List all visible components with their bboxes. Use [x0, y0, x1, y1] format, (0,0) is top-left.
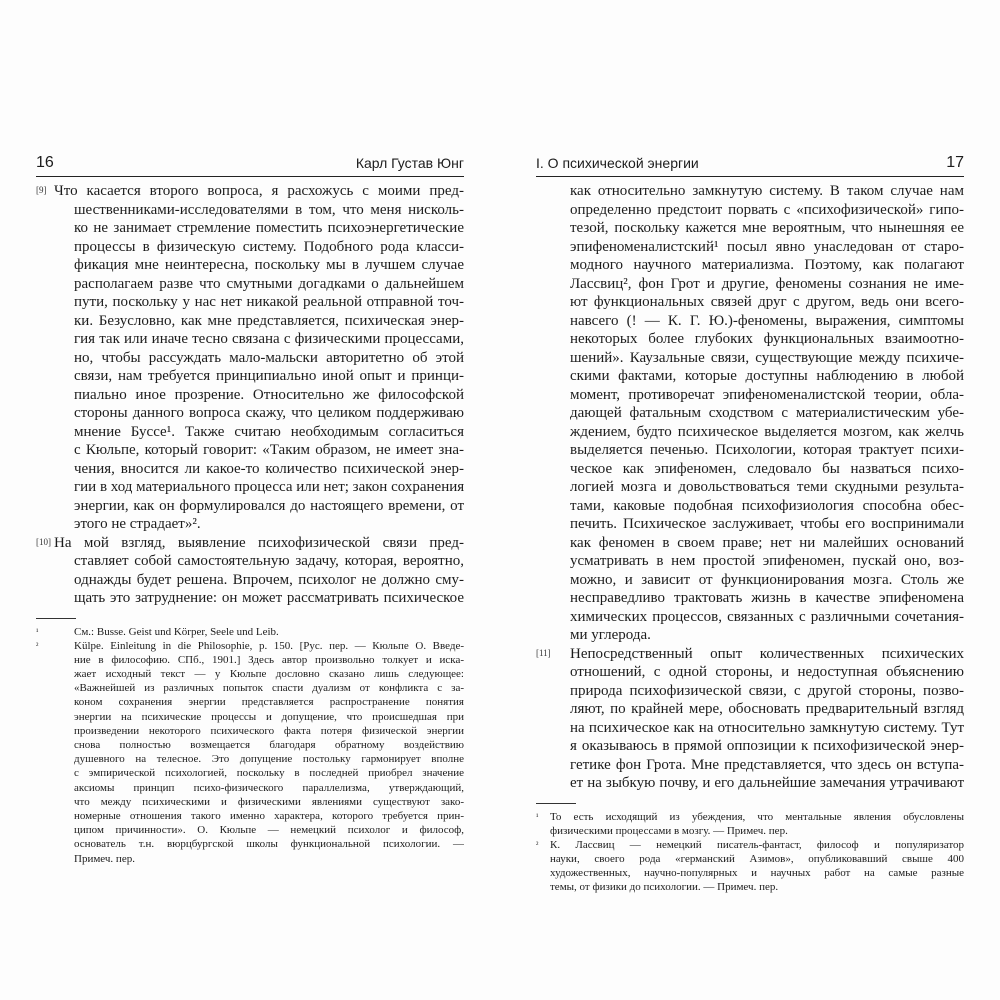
- footnote: [36, 625, 464, 639]
- text-line: шений». Каузальные связи, существующие между психиче-: [570, 349, 964, 366]
- text-line: располагаем разве что смутными догадками о дальнейшем: [74, 275, 464, 292]
- text-line: этого не страдает»².: [74, 516, 201, 532]
- page-number-right: 17: [946, 154, 964, 171]
- text-line: пиально иное прозрение. Относительно же философской: [74, 386, 464, 403]
- text-line: ставляет собой самостоятельную задачу, которая, вероятно,: [74, 553, 464, 569]
- text-line: некоторых более глубоких функциональных взаимоотно-: [570, 331, 964, 347]
- footnote-line: Külpe. Einleitung in die Philosophie, p. 150. [Рус. пер. — Кюльпе О. Введе-: [74, 639, 464, 652]
- footnote-line: основатель т.н. вюрцбургской школы функциональной психологии. —: [74, 838, 464, 851]
- footnote-line: коном сохранения энергии представляется распространение понятия: [74, 696, 464, 709]
- footnote-line: См.: Busse. Geist und Körper, Seele und Leib.: [74, 625, 279, 638]
- footnote-line: номерные отношения такого именно характера, которого требуется прин-: [74, 809, 464, 822]
- page-number-left: 16: [36, 154, 54, 171]
- right-page: [536, 154, 964, 895]
- footnote-line: энергии на психические процессы и допущение, что происшедшая при: [74, 710, 464, 723]
- footnote-line: «Важнейшей из различных попыток спасти дуализм от конфликта с за-: [74, 682, 464, 695]
- footnote-separator: [36, 618, 76, 619]
- footnote-marker: ¹: [36, 626, 39, 636]
- text-line: ки. Безусловно, как мне представляется, психическая энер-: [74, 312, 464, 329]
- text-line: однажды будет решена. Впрочем, психолог не должно сму-: [74, 571, 464, 588]
- text-line: ческое как эпифеномен, следовало бы назваться психо-: [570, 460, 964, 477]
- text-line: печить. Психическое заслуживает, чтобы его воспринимали: [570, 516, 964, 532]
- footnote-line: что между психическими и физическими явлениями существуют зако-: [74, 795, 464, 808]
- running-title-left: Карл Густав Юнг: [355, 155, 464, 171]
- text-line: я оказываюсь в прямой оппозиции к психофизической энер-: [570, 738, 964, 754]
- footnote-marker: ²: [36, 640, 39, 650]
- footnote-line: науки, своего рода «германский Азимов», опубликовавший свыше 400: [550, 853, 964, 866]
- text-line: навсего (! — К. Г. Ю.)-феномены, выражения, симптомы: [570, 312, 964, 329]
- text-line: стороны данного вопроса скажу, что целиком поддерживаю: [74, 405, 464, 421]
- text-line: можно, и зависит от функционирования мозга. Столь же: [570, 571, 964, 588]
- left-page: [36, 154, 464, 866]
- paragraph-number: [11]: [536, 647, 551, 658]
- text-line: отношений, с одной стороны, и недоступная объяснению: [570, 664, 964, 680]
- footnote-line: произведении некоторого психического факта потеря физической энергии: [74, 724, 464, 737]
- text-line: ет на зыбкую почву, и его дальнейшие замечания утрачивают: [570, 775, 964, 791]
- text-line: связи, нам требуется принципиально иной опыт и принци-: [74, 368, 464, 384]
- text-line: модного научного материализма. Поэтому, как полагают: [570, 257, 964, 273]
- text-line: гии в ход материального процесса или нет; закон сохранения: [74, 479, 464, 495]
- right-page-header: [536, 154, 964, 177]
- footnote-line: физическими процессами в мозгу. — Примеч. пер.: [550, 824, 788, 837]
- footnote-line: К. Лассвиц — немецкий писатель-фантаст, философ и популяризатор: [550, 838, 964, 851]
- text-line: как феномен в своем праве; нет ни малейших оснований: [570, 534, 964, 551]
- footnote-line: темы, от физики до психологии. — Примеч. пер.: [550, 881, 779, 894]
- text-line: пути, поскольку у нас нет никакой реальной отправной точ-: [74, 294, 464, 310]
- text-line: чения, вносится ли какое-то количество психической энер-: [74, 460, 464, 477]
- text-line: но, чтобы рассуждать мало-мальски авторитетно об этой: [74, 349, 464, 366]
- text-line: Что касается второго вопроса, я расхожусь с моими пред-: [54, 183, 464, 199]
- footnote: [536, 838, 964, 895]
- footnote-line: ние в философию. СПб., 1901.] Здесь автор произвольно толкует и иска-: [74, 653, 464, 666]
- footnote-line: художественных, научно-популярных и научных работ на самые разные: [550, 867, 964, 880]
- footnote: [36, 639, 464, 866]
- text-line: шественниками-исследователями в том, что меня нисколь-: [74, 201, 464, 218]
- text-line: фикация мне неинтересна, поскольку мы в лучшем случае: [74, 257, 464, 273]
- footnote: [536, 810, 964, 838]
- text-line: Непосредственный опыт количественных психических: [570, 645, 964, 662]
- text-line: как относительно замкнутую систему. В таком случае нам: [570, 183, 964, 199]
- running-title-right: I. О психической энергии: [536, 155, 699, 171]
- text-line: химических процессов, связанных с различными сочетания-: [570, 608, 964, 625]
- text-line: эпифеноменалистский¹ посыл явно унаследован от старо-: [570, 238, 964, 255]
- footnote-marker: ²: [536, 839, 539, 849]
- text-line: несправедливо трактовать жизнь в качестве эпифеномена: [570, 590, 964, 606]
- text-line: ют функциональных связей друг с другом, ведь они всего-: [570, 294, 964, 310]
- footnote-marker: ¹: [536, 811, 539, 821]
- footnote-separator: [536, 803, 576, 804]
- text-line: Лассвиц², фон Грот и другие, феномены сознания не име-: [570, 275, 964, 292]
- text-line: тами, каковые подобная психофизиология способна обес-: [570, 497, 964, 514]
- text-line: мнение Буссе¹. Также считаю необходимым согласиться: [74, 423, 464, 440]
- footnote-line: Примеч. пер.: [74, 852, 135, 865]
- text-line: ми углерода.: [570, 627, 651, 643]
- text-line: с Кюльпе, который говорит: «Таким образом, не имеет зна-: [74, 442, 464, 458]
- footnote-line: душевного на телесное. Это допущение постольку гармонирует вполне: [74, 753, 464, 766]
- paragraph: [536, 182, 964, 645]
- left-page-body: [36, 182, 464, 866]
- text-line: усматривать в нем простой эпифеномен, пускай оно, воз-: [570, 553, 964, 569]
- text-line: природа психофизической связи, с другой стороны, позво-: [570, 682, 964, 699]
- left-page-header: [36, 154, 464, 177]
- text-line: процессы в физическую систему. Подобного рода класси-: [74, 238, 464, 255]
- text-line: тезой, поскольку кажется мне вероятным, что нынешняя ее: [570, 220, 964, 236]
- text-line: гетике фон Грота. Мне представляется, что здесь он вступа-: [570, 756, 964, 773]
- text-line: ко не занимает стремление поместить психоэнергетические: [74, 220, 464, 236]
- text-line: момент, противоречат эпифеноменалистской теории, обла-: [570, 386, 964, 403]
- right-page-body: [536, 182, 964, 895]
- text-line: дающей фатальным сходством с материалистическим убе-: [570, 405, 964, 421]
- footnote-line: снова полностью возмещается благодаря обратному воздействию: [74, 739, 464, 751]
- text-line: На мой взгляд, выявление психофизической связи пред-: [54, 534, 464, 551]
- footnote-line: с эмпирической психологией, поскольку в последней приобрел значение: [74, 767, 464, 780]
- footnote-line: жает исходный текст — у Кюльпе дословно сказано лишь следующее:: [74, 668, 464, 681]
- text-line: щать это затруднение: он может рассматривать психическое: [74, 590, 464, 606]
- text-line: энергии, как он формулировался до настоящего времени, от: [74, 497, 464, 514]
- text-line: на психическое как на относительно замкнутую систему. Тут: [570, 719, 964, 736]
- footnote-line: То есть исходящий из убеждения, что ментальные явления обусловлены: [550, 810, 964, 823]
- paragraph-number: [9]: [36, 185, 47, 195]
- paragraph-number: [10]: [36, 536, 51, 547]
- text-line: определенно предстоит порвать с «психофизической» гипо-: [570, 201, 964, 218]
- paragraph: [536, 645, 964, 793]
- text-line: гия так или иначе тесно связана с физическими процессами,: [74, 331, 464, 347]
- text-line: логией мозга и довольствоваться теми скудными результа-: [570, 479, 964, 495]
- footnote-line: аксиомы принцип психо-физического параллелизма, утверждающий,: [74, 781, 464, 794]
- text-line: ляют, по крайней мере, обосновать предварительный взгляд: [570, 701, 964, 717]
- paragraph: [36, 534, 464, 608]
- text-line: ждением, будто психическое выделяется мозгом, как желчь: [570, 423, 964, 440]
- paragraph: [36, 182, 464, 534]
- text-line: выделяется печенью. Психологии, которая трактует психи-: [570, 442, 964, 458]
- footnote-line: ципом причинности». О. Кюльпе — немецкий психолог и философ,: [74, 824, 464, 837]
- text-line: скими фактами, которые доступны наблюдению в любой: [570, 368, 964, 384]
